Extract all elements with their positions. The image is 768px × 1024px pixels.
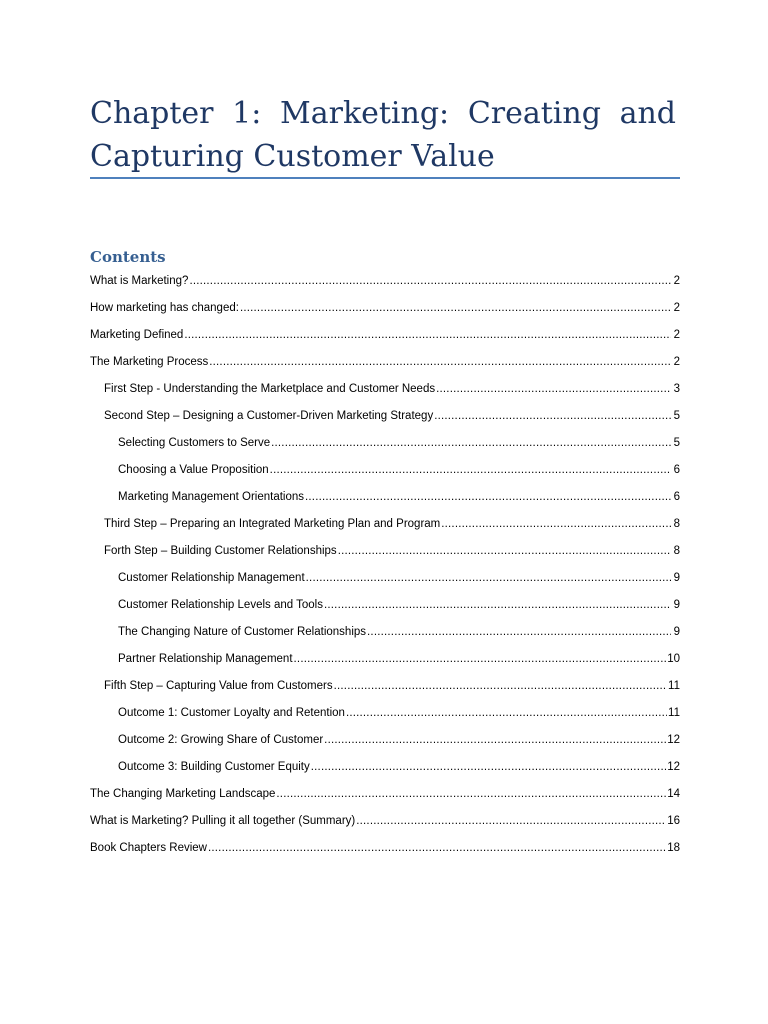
toc-entry-title: Forth Step – Building Customer Relationships (104, 545, 337, 557)
toc-entry[interactable] (90, 565, 680, 592)
toc-entry-title: The Marketing Process (90, 356, 209, 368)
toc-entry-page-number: 11 (668, 707, 680, 719)
toc-entry-page-number: 12 (667, 761, 680, 773)
toc-dot-leader (367, 619, 671, 646)
toc-dot-leader (434, 403, 671, 430)
toc-entry-title: Choosing a Value Proposition (118, 464, 269, 476)
toc-entry-title: Outcome 1: Customer Loyalty and Retention (118, 707, 345, 719)
title-word: 1: (232, 96, 262, 131)
toc-entry[interactable] (90, 646, 680, 673)
toc-entry-title: What is Marketing? (90, 275, 189, 287)
toc-entry-title: Customer Relationship Management (118, 572, 305, 584)
toc-entry[interactable] (90, 430, 680, 457)
toc-entry-page-number: 16 (667, 815, 680, 827)
toc-entry-page-number: 9 (673, 572, 680, 584)
toc-entry-title: Fifth Step – Capturing Value from Customers (104, 680, 333, 692)
toc-entry-page-number: 14 (667, 788, 680, 800)
toc-entry-title: Outcome 3: Building Customer Equity (118, 761, 310, 773)
toc-entry[interactable] (90, 538, 680, 565)
toc-entry-title: Book Chapters Review (90, 842, 207, 854)
toc-dot-leader (338, 538, 671, 565)
title-word: Chapter (90, 96, 214, 131)
toc-entry[interactable] (90, 673, 680, 700)
toc-entry-title: What is Marketing? Pulling it all together (Summary) (90, 815, 356, 827)
toc-entry-title: Third Step – Preparing an Integrated Marketing Plan and Program (104, 518, 441, 530)
toc-dot-leader (184, 322, 671, 349)
contents-heading: Contents (90, 248, 166, 266)
table-of-contents (90, 268, 680, 862)
toc-entry-title: Marketing Defined (90, 329, 184, 341)
toc-dot-leader (334, 673, 667, 700)
toc-entry-page-number: 5 (673, 410, 680, 422)
toc-dot-leader (208, 835, 666, 862)
toc-dot-leader (311, 754, 666, 781)
toc-dot-leader (294, 646, 667, 673)
toc-dot-leader (306, 565, 671, 592)
title-underline-rule (90, 177, 680, 179)
toc-entry[interactable] (90, 403, 680, 430)
toc-entry[interactable] (90, 322, 680, 349)
toc-dot-leader (436, 376, 671, 403)
title-word: Marketing: (280, 96, 450, 131)
toc-entry-page-number: 6 (673, 464, 680, 476)
toc-dot-leader (240, 295, 671, 322)
toc-entry[interactable] (90, 268, 680, 295)
toc-entry-title: Outcome 2: Growing Share of Customer (118, 734, 324, 746)
toc-dot-leader (305, 484, 671, 511)
toc-entry[interactable] (90, 376, 680, 403)
toc-entry-title: Marketing Management Orientations (118, 491, 305, 503)
toc-entry[interactable] (90, 457, 680, 484)
toc-entry-page-number: 3 (673, 383, 680, 395)
toc-entry-title: Selecting Customers to Serve (118, 437, 271, 449)
toc-entry-page-number: 12 (667, 734, 680, 746)
toc-entry[interactable] (90, 754, 680, 781)
toc-entry-page-number: 11 (668, 680, 680, 692)
toc-entry-page-number: 2 (673, 356, 680, 368)
toc-entry[interactable] (90, 619, 680, 646)
toc-entry-page-number: 18 (667, 842, 680, 854)
toc-entry[interactable] (90, 700, 680, 727)
toc-entry-page-number: 2 (673, 302, 680, 314)
toc-entry-page-number: 5 (673, 437, 680, 449)
toc-entry-page-number: 8 (673, 545, 680, 557)
toc-entry-page-number: 9 (673, 626, 680, 638)
toc-entry-page-number: 2 (673, 329, 680, 341)
toc-entry-page-number: 8 (673, 518, 680, 530)
toc-entry[interactable] (90, 592, 680, 619)
toc-entry-title: Partner Relationship Management (118, 653, 293, 665)
toc-entry-title: Second Step – Designing a Customer-Driven Marketing Strategy (104, 410, 434, 422)
toc-dot-leader (324, 592, 671, 619)
toc-dot-leader (276, 781, 666, 808)
title-word: and (619, 96, 676, 131)
toc-dot-leader (209, 349, 671, 376)
toc-entry[interactable] (90, 349, 680, 376)
title-word: Creating (467, 96, 601, 131)
chapter-title-line-1 (90, 92, 676, 135)
toc-entry-title: Customer Relationship Levels and Tools (118, 599, 323, 611)
toc-entry[interactable] (90, 484, 680, 511)
toc-dot-leader (356, 808, 666, 835)
toc-entry-page-number: 10 (667, 653, 680, 665)
toc-dot-leader (270, 457, 671, 484)
toc-entry-page-number: 9 (673, 599, 680, 611)
toc-entry-page-number: 2 (673, 275, 680, 287)
toc-entry-page-number: 6 (673, 491, 680, 503)
chapter-title (90, 92, 676, 178)
toc-entry[interactable] (90, 511, 680, 538)
toc-entry[interactable] (90, 808, 680, 835)
toc-entry-title: First Step - Understanding the Marketplace and Customer Needs (104, 383, 436, 395)
toc-dot-leader (324, 727, 666, 754)
toc-dot-leader (271, 430, 671, 457)
toc-dot-leader (189, 268, 671, 295)
toc-dot-leader (346, 700, 667, 727)
toc-entry-title: The Changing Marketing Landscape (90, 788, 276, 800)
chapter-title-line-2: Capturing Customer Value (90, 139, 495, 174)
toc-entry[interactable] (90, 727, 680, 754)
toc-dot-leader (441, 511, 671, 538)
toc-entry[interactable] (90, 835, 680, 862)
toc-entry-title: How marketing has changed: (90, 302, 239, 314)
toc-entry-title: The Changing Nature of Customer Relationships (118, 626, 367, 638)
toc-entry[interactable] (90, 295, 680, 322)
toc-entry[interactable] (90, 781, 680, 808)
